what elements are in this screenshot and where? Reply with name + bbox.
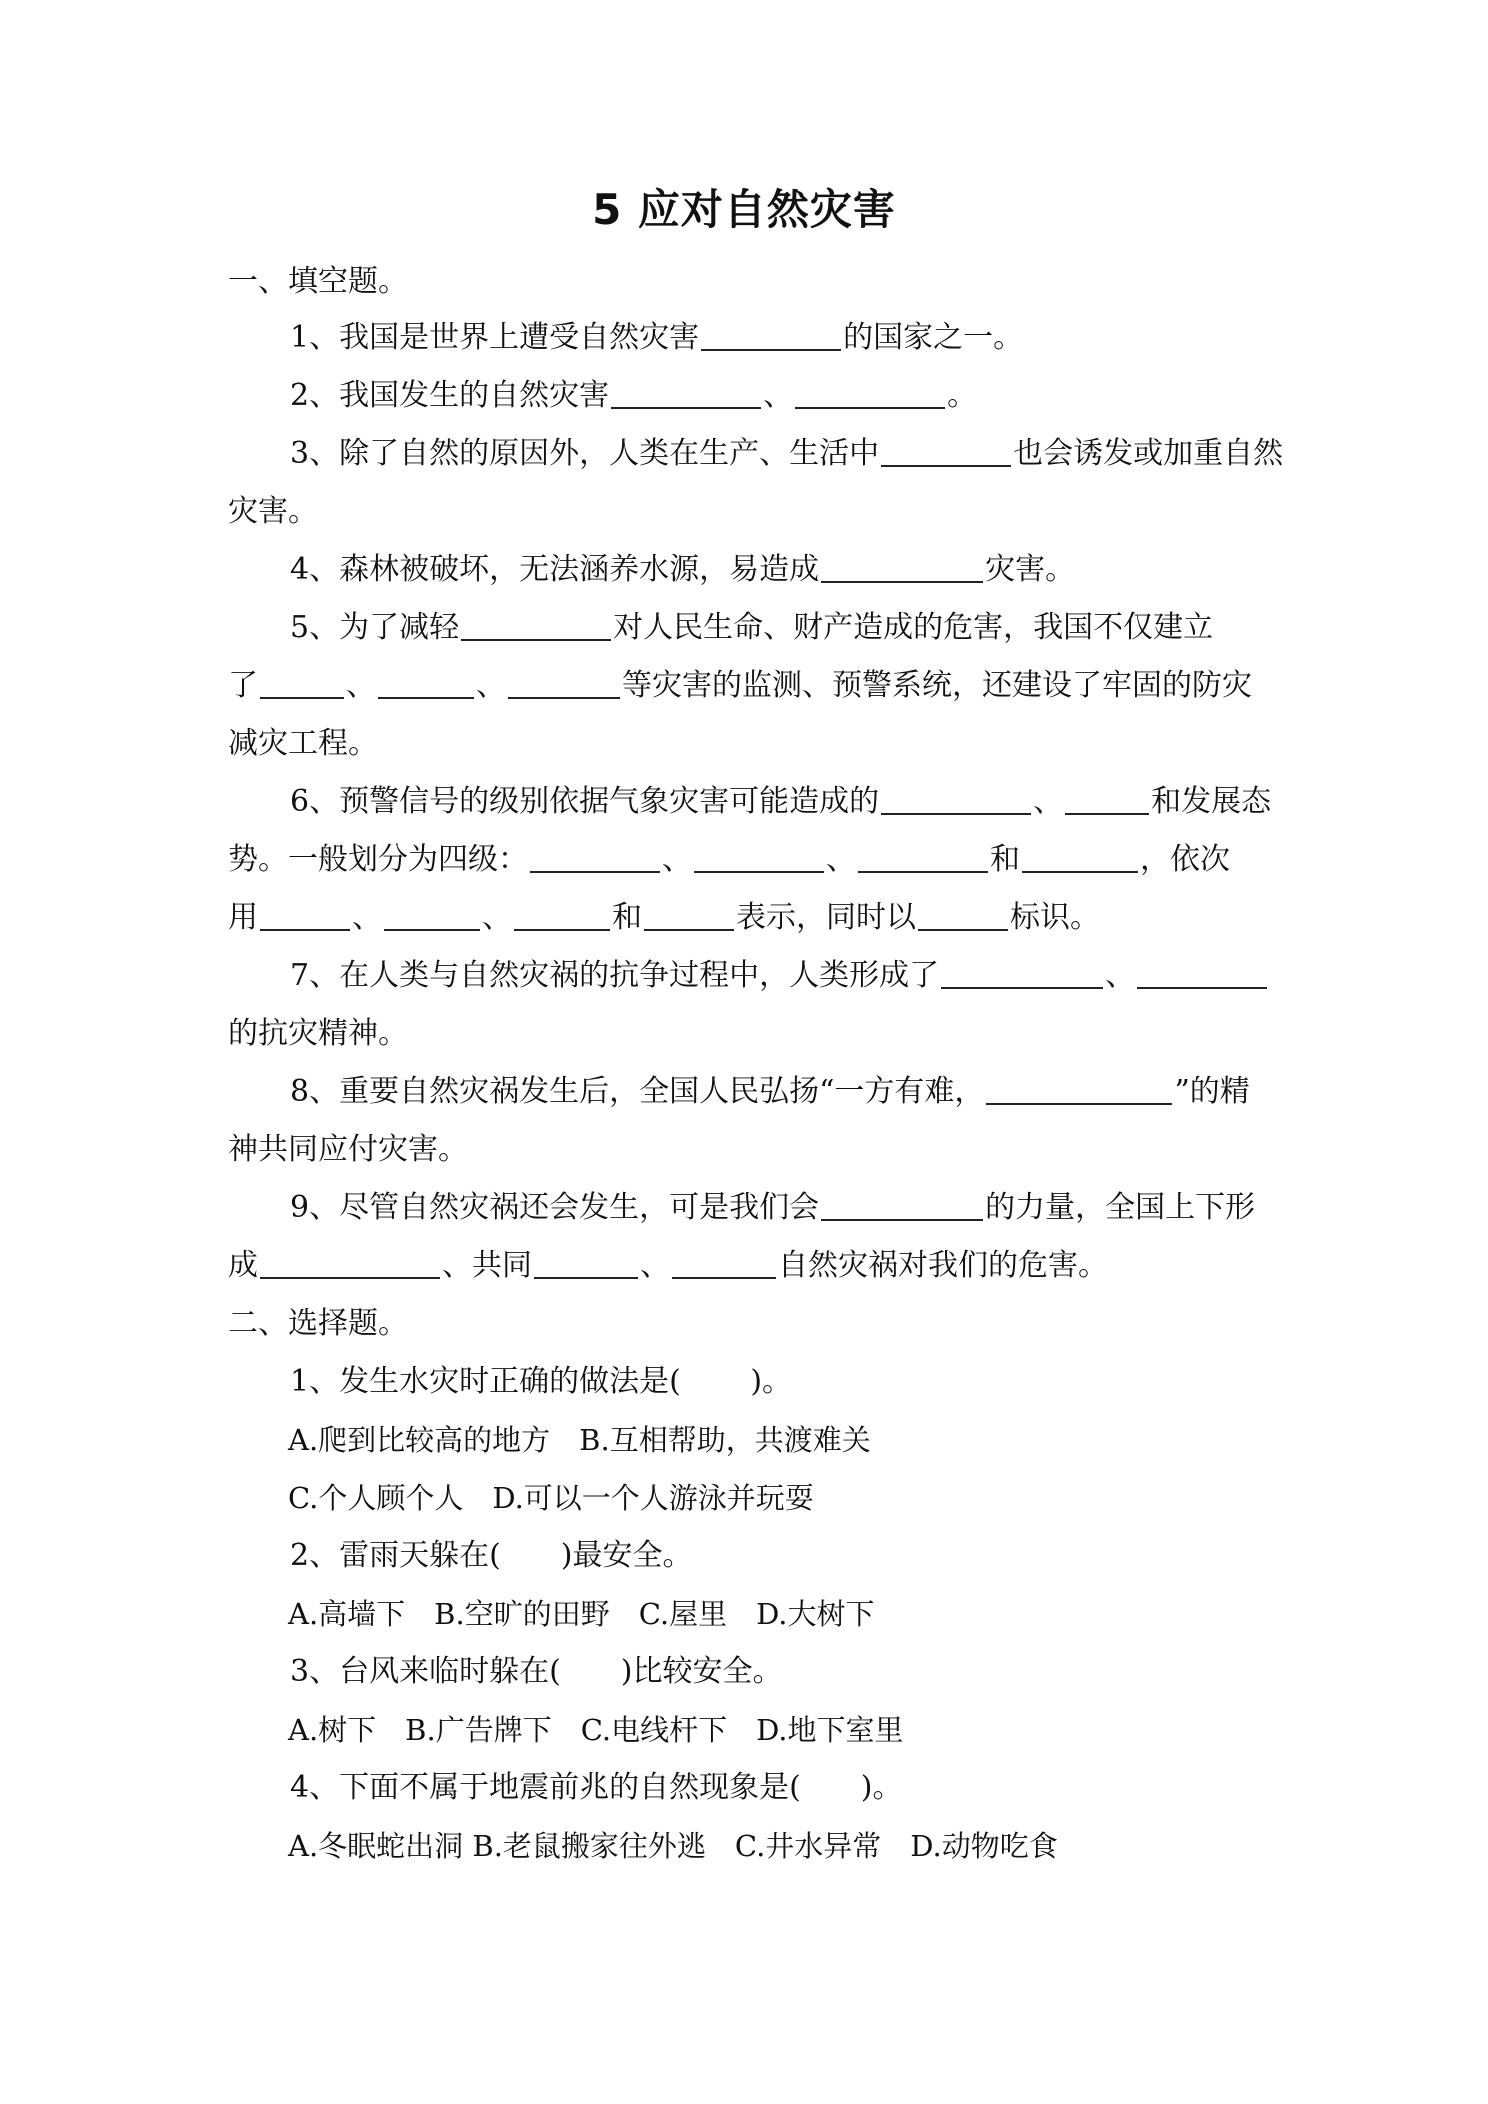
answer-blank[interactable]: [986, 1075, 1172, 1105]
answer-blank[interactable]: [821, 1191, 983, 1221]
choice-options-1b: C.个人顾个人 D.可以一个人游泳并玩耍: [288, 1481, 814, 1515]
question-1-9: 9、尽管自然灾祸还会发生，可是我们会 的力量，全国上下形: [290, 1190, 1256, 1225]
question-1-4: 4、森林被破坏，无法涵养水源，易造成 灾害。: [290, 552, 1076, 587]
question-1-3: 3、除了自然的原因外，人类在生产、生活中 也会诱发或加重自然: [290, 436, 1284, 471]
section-heading-multiple-choice: 二、选择题。: [228, 1306, 408, 1341]
answer-blank[interactable]: [795, 379, 945, 409]
answer-blank[interactable]: [1065, 785, 1149, 815]
answer-blank[interactable]: [530, 843, 660, 873]
question-1-3-cont: 灾害。: [228, 494, 318, 529]
answer-blank[interactable]: [918, 901, 1008, 931]
question-1-5-cont: 了 、 、 等灾害的监测、预警系统，还建设了牢固的防灾: [228, 668, 1252, 703]
question-1-5: 5、为了减轻 对人民生命、财产造成的危害，我国不仅建立: [290, 610, 1214, 645]
question-1-6: 6、预警信号的级别依据气象灾害可能造成的 、 和发展态: [290, 784, 1272, 819]
answer-blank[interactable]: [508, 669, 620, 699]
answer-blank[interactable]: [881, 785, 1031, 815]
answer-blank[interactable]: [534, 1249, 638, 1279]
page-title: 5 应对自然灾害: [592, 185, 896, 234]
answer-blank[interactable]: [672, 1249, 776, 1279]
answer-blank[interactable]: [461, 611, 611, 641]
question-1-7-cont: 的抗灾精神。: [228, 1016, 408, 1051]
question-1-2: 2、我国发生的自然灾害 、 。: [290, 378, 978, 413]
choice-question-4: 4、下面不属于地震前兆的自然现象是( )。: [290, 1770, 903, 1805]
answer-blank[interactable]: [378, 669, 474, 699]
answer-blank[interactable]: [644, 901, 734, 931]
answer-blank[interactable]: [260, 901, 350, 931]
answer-blank[interactable]: [858, 843, 988, 873]
question-1-1: 1、我国是世界上遭受自然灾害 的国家之一。: [290, 320, 1024, 355]
answer-blank[interactable]: [384, 901, 480, 931]
section-heading-fill-in: 一、填空题。: [228, 264, 408, 299]
answer-blank[interactable]: [611, 379, 761, 409]
question-1-7: 7、在人类与自然灾祸的抗争过程中，人类形成了 、: [290, 956, 1269, 996]
answer-blank[interactable]: [941, 959, 1103, 989]
answer-blank[interactable]: [821, 553, 983, 583]
question-1-8: 8、重要自然灾祸发生后，全国人民弘扬“一方有难， ”的精: [290, 1074, 1250, 1109]
choice-options-4: A.冬眠蛇出洞 B.老鼠搬家往外逃 C.井水异常 D.动物吃食: [288, 1829, 1058, 1863]
answer-blank[interactable]: [1137, 959, 1267, 989]
choice-question-3: 3、台风来临时躲在( )比较安全。: [290, 1654, 783, 1689]
answer-blank[interactable]: [881, 437, 1011, 467]
question-1-6-cont: 势。一般划分为四级： 、 、 和 ，依次: [228, 842, 1230, 877]
answer-blank[interactable]: [260, 669, 344, 699]
answer-blank[interactable]: [260, 1249, 440, 1279]
choice-options-1a: A.爬到比较高的地方 B.互相帮助，共渡难关: [288, 1423, 871, 1457]
choice-question-1: 1、发生水灾时正确的做法是( )。: [290, 1364, 793, 1399]
question-1-6-cont2: 用 、 、 和 表示，同时以 标识。: [228, 900, 1100, 935]
answer-blank[interactable]: [694, 843, 824, 873]
choice-options-3: A.树下 B.广告牌下 C.电线杆下 D.地下室里: [288, 1713, 904, 1747]
question-1-5-cont2: 减灾工程。: [228, 726, 378, 761]
answer-blank[interactable]: [701, 321, 841, 351]
answer-blank[interactable]: [514, 901, 610, 931]
choice-question-2: 2、雷雨天躲在( )最安全。: [290, 1538, 693, 1573]
question-1-9-cont: 成 、共同 、 自然灾祸对我们的危害。: [228, 1248, 1108, 1283]
choice-options-2: A.高墙下 B.空旷的田野 C.屋里 D.大树下: [288, 1597, 875, 1631]
question-1-8-cont: 神共同应付灾害。: [228, 1132, 468, 1167]
answer-blank[interactable]: [1022, 843, 1138, 873]
